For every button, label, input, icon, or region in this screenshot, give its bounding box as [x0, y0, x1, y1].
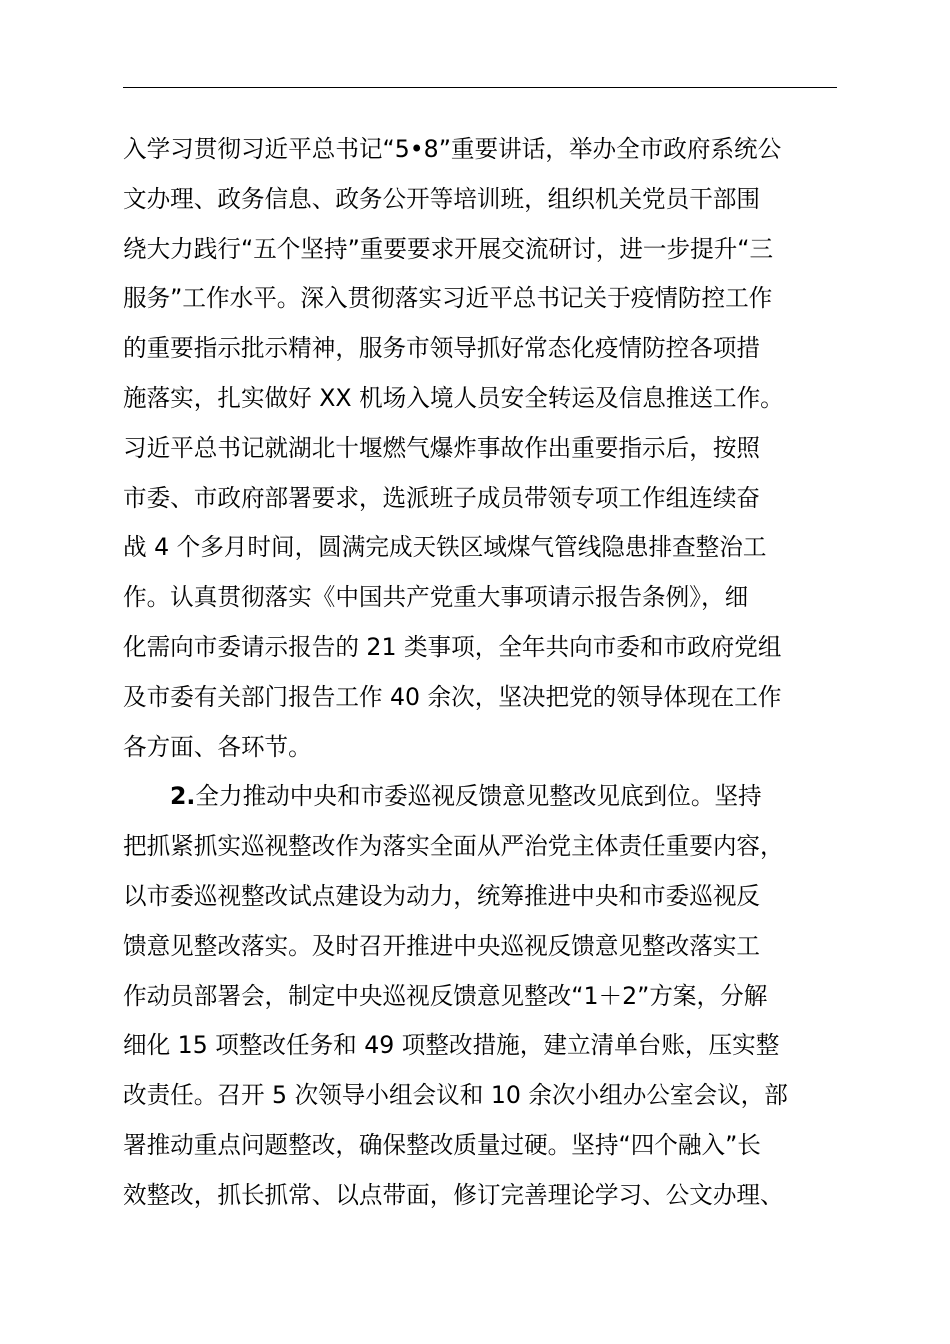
text-line: 馈意见整改落实。及时召开推进中央巡视反馈意见整改落实工 — [123, 931, 761, 960]
text-line: 施落实，扎实做好 XX 机场入境人员安全转运及信息推送工作。 — [123, 383, 784, 412]
text-line: 文办理、政务信息、政务公开等培训班，组织机关党员干部围 — [123, 184, 761, 213]
text-line: 效整改，抓长抓常、以点带面，修订完善理论学习、公文办理、 — [123, 1180, 784, 1209]
text-line: 各方面、各环节。 — [123, 732, 312, 761]
text-line: 及市委有关部门报告工作 40 余次，坚决把党的领导体现在工作 — [123, 682, 782, 711]
text-line: 入学习贯彻习近平总书记“5•8”重要讲话，举办全市政府系统公 — [123, 135, 782, 163]
document-body — [123, 125, 837, 1221]
text-line: 的重要指示批示精神，服务市领导抓好常态化疫情防控各项措 — [123, 334, 761, 363]
text-line: 战 4 个多月时间，圆满完成天铁区域煤气管线隐患排查整治工 — [123, 533, 767, 562]
text-line: 绕大力践行“五个坚持”重要要求开展交流研讨，进一步提升“三 — [123, 234, 774, 263]
section-heading-text: 全力推动中央和市委巡视反馈意见整改见底到位。坚持 — [195, 782, 762, 811]
text-line: 改责任。召开 5 次领导小组会议和 10 余次小组办公室会议，部 — [123, 1081, 788, 1110]
text-line: 以市委巡视整改试点建设为动力，统筹推进中央和市委巡视反 — [123, 881, 761, 910]
text-line: 习近平总书记就湖北十堰燃气爆炸事故作出重要指示后，按照 — [123, 433, 761, 462]
text-line: 作。认真贯彻落实《中国共产党重大事项请示报告条例》，细 — [123, 583, 749, 612]
text-line: 把抓紧抓实巡视整改作为落实全面从严治党主体责任重要内容， — [123, 832, 784, 861]
header-rule — [123, 87, 837, 88]
text-line: 市委、市政府部署要求，选派班子成员带领专项工作组连续奋 — [123, 483, 761, 512]
text-line: 细化 15 项整改任务和 49 项整改措施，建立清单台账，压实整 — [123, 1031, 780, 1060]
section-2-first-line — [123, 772, 837, 822]
section-number: 2. — [170, 782, 196, 811]
text-line: 署推动重点问题整改，确保整改质量过硬。坚持“四个融入”长 — [123, 1130, 761, 1159]
text-line: 服务”工作水平。深入贯彻落实习近平总书记关于疫情防控工作 — [123, 284, 773, 313]
text-line: 化需向市委请示报告的 21 类事项，全年共向市委和市政府党组 — [123, 632, 782, 661]
text-line: 作动员部署会，制定中央巡视反馈意见整改“1＋2”方案，分解 — [123, 981, 768, 1010]
